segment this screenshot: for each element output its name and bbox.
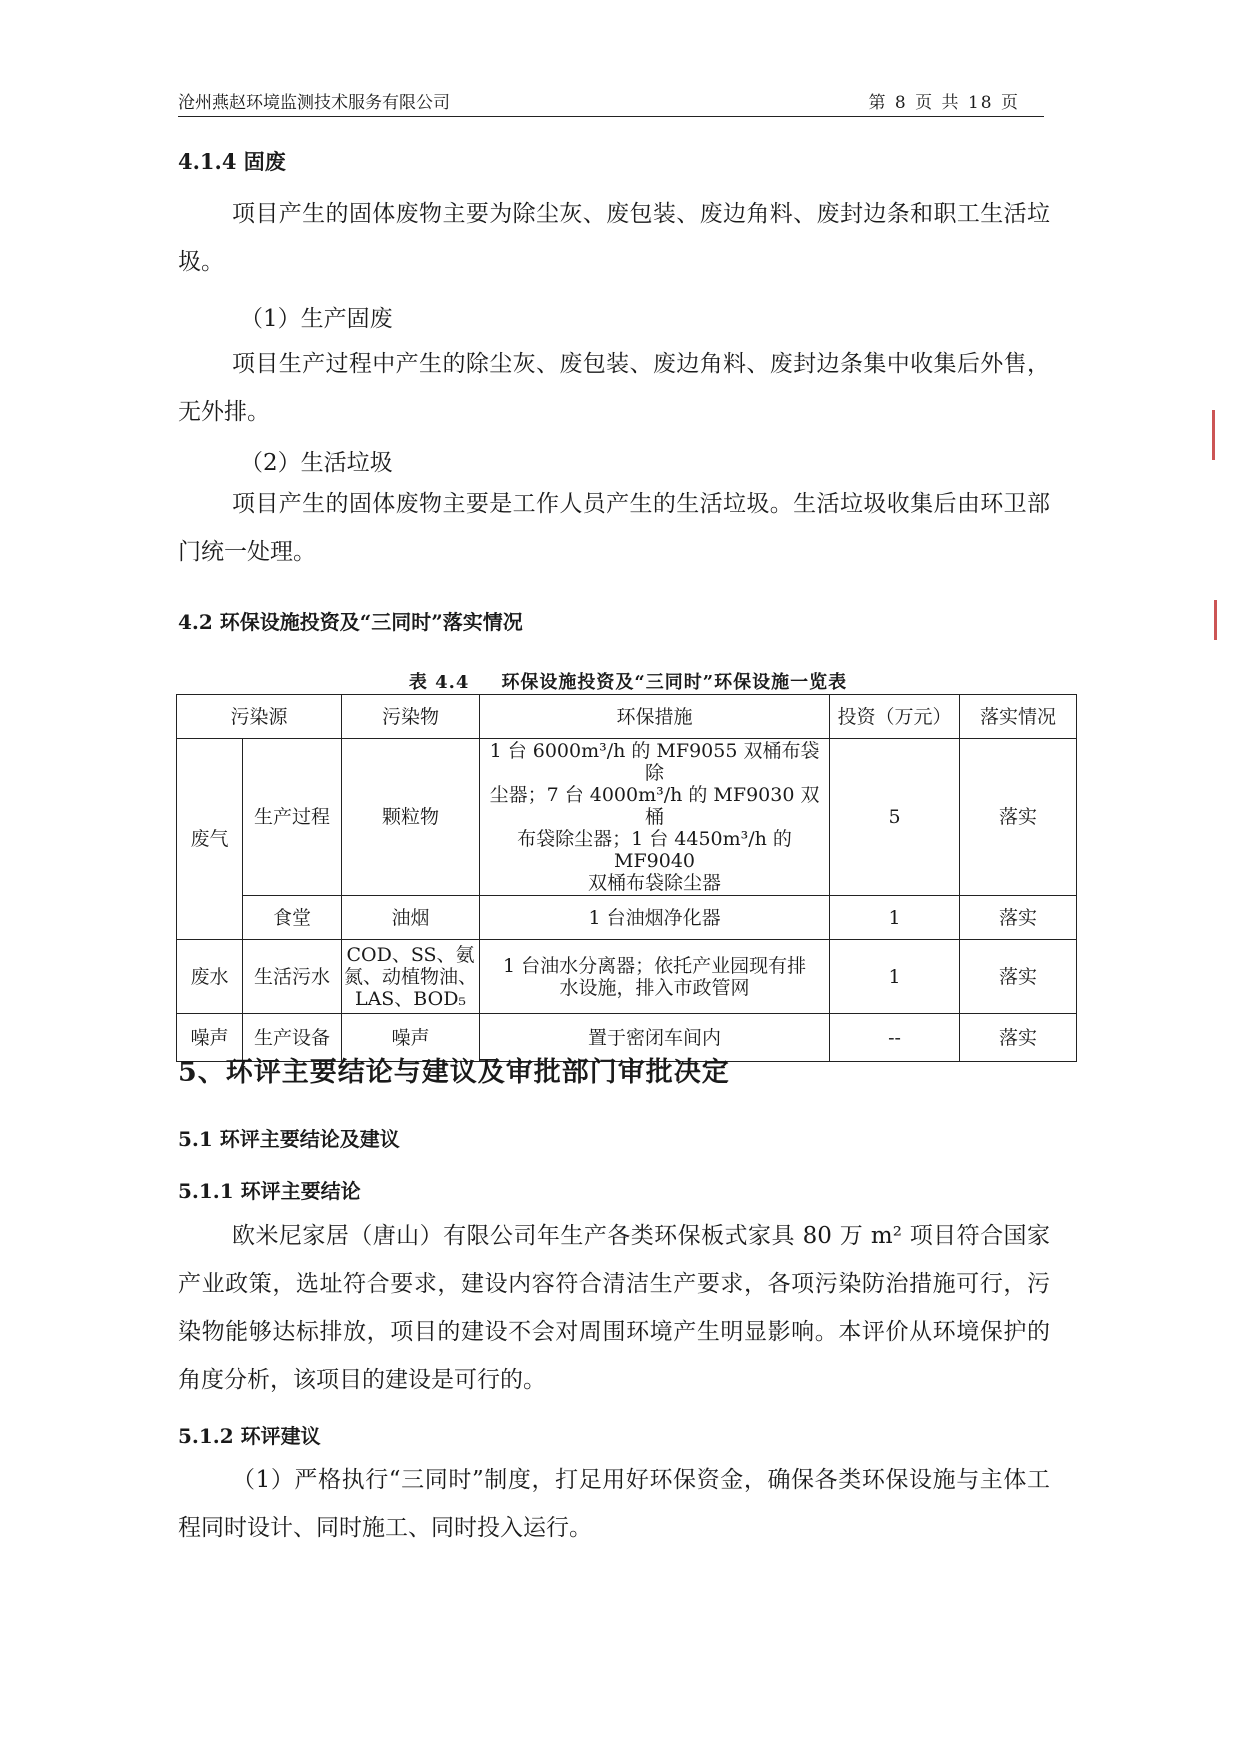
paragraph-solid-waste-intro: 项目产生的固体废物主要为除尘灰、废包装、废边角料、废封边条和职工生活垃圾。 (178, 201, 1050, 275)
paragraph-recommendation: （1）严格执行“三同时”制度，打足用好环保资金，确保各类环保设施与主体工程同时设计、同时施工、同时投入运行。 (178, 1467, 1050, 1541)
company-name: 沧州燕赵环境监测技术服务有限公司 (178, 93, 450, 113)
page-header (178, 86, 1044, 117)
measure-line: 双桶布袋除尘器 (588, 872, 722, 894)
heading-5-1-1: 5.1.1 环评主要结论 (178, 1179, 361, 1203)
paragraph-production-waste: 项目生产过程中产生的除尘灰、废包装、废边角料、废封边条集中收集后外售，无外排。 (178, 351, 1050, 425)
measure-cell: 1 台油烟净化器 (480, 896, 830, 940)
measure-cell (480, 940, 830, 1014)
investment-cell: -- (830, 1014, 960, 1062)
pollutant-cell: 噪声 (342, 1014, 480, 1062)
group-cell: 废气 (177, 739, 243, 940)
source-cell: 食堂 (243, 896, 342, 940)
scan-edge-mark (1212, 410, 1215, 460)
source-cell: 生产设备 (243, 1014, 342, 1062)
table-number: 表 4.4 (408, 672, 470, 693)
measure-line: 水设施，排入市政管网 (559, 976, 750, 999)
status-cell: 落实 (960, 1014, 1077, 1062)
pollutant-line: 氮、动植物油、 (344, 965, 478, 988)
pollutant-line: COD、SS、氨 (346, 943, 475, 966)
subitem-production-waste: （1）生产固废 (240, 306, 393, 332)
header-status: 落实情况 (960, 695, 1077, 739)
measure-line: 1 台 6000m³/h 的 MF9055 双桶布袋除 (489, 740, 820, 784)
source-cell: 生产过程 (243, 739, 342, 896)
header-source: 污染源 (177, 695, 342, 739)
table-title: 环保设施投资及“三同时”环保设施一览表 (501, 672, 848, 693)
source-cell: 生活污水 (243, 940, 342, 1014)
table-row (177, 896, 1077, 940)
pollutant-cell: 颗粒物 (342, 739, 480, 896)
pollutant-line: LAS、BOD₅ (354, 987, 467, 1010)
status-cell: 落实 (960, 940, 1077, 1014)
status-cell: 落实 (960, 739, 1077, 896)
paragraph-main-conclusion: 欧米尼家居（唐山）有限公司年生产各类环保板式家具 80 万 m² 项目符合国家产业政策，选址符合要求，建设内容符合清洁生产要求，各项污染防治措施可行，污染物能够达标排放，项目的建设不会对周围环境产生明显影响。本评价从环境保护的角度分析，该项目的建设是可行的。 (178, 1223, 1050, 1393)
pollutant-cell: 油烟 (342, 896, 480, 940)
header-pollutant: 污染物 (342, 695, 480, 739)
heading-5-1-2: 5.1.2 环评建议 (178, 1424, 321, 1448)
header-investment: 投资（万元） (830, 695, 960, 739)
subitem-domestic-waste: （2）生活垃圾 (240, 450, 393, 476)
paragraph-domestic-waste: 项目产生的固体废物主要是工作人员产生的生活垃圾。生活垃圾收集后由环卫部门统一处理。 (178, 491, 1050, 565)
heading-5: 5、环评主要结论与建议及审批部门审批决定 (178, 1057, 730, 1088)
scan-edge-mark (1214, 600, 1217, 640)
heading-4-2: 4.2 环保设施投资及“三同时”落实情况 (178, 610, 523, 634)
table-row (177, 940, 1077, 1014)
group-cell: 噪声 (177, 1014, 243, 1062)
group-cell: 废水 (177, 940, 243, 1014)
pollutant-cell (342, 940, 480, 1014)
measure-line: 1 台油水分离器；依托产业园现有排 (502, 954, 807, 977)
heading-4-1-4: 4.1.4 固废 (178, 149, 286, 174)
investment-cell: 1 (830, 896, 960, 940)
header-measure: 环保措施 (480, 695, 830, 739)
investment-cell: 5 (830, 739, 960, 896)
investment-cell: 1 (830, 940, 960, 1014)
measure-line: 布袋除尘器；1 台 4450m³/h 的 MF9040 (517, 828, 792, 872)
page-number: 第 8 页 共 18 页 (868, 93, 1020, 113)
investment-table (176, 694, 1077, 1062)
measure-line: 尘器；7 台 4000m³/h 的 MF9030 双桶 (489, 784, 820, 828)
measure-cell: 置于密闭车间内 (480, 1014, 830, 1062)
measure-cell (480, 739, 830, 896)
table-caption (178, 668, 1078, 694)
table-row (177, 739, 1077, 896)
status-cell: 落实 (960, 896, 1077, 940)
heading-5-1: 5.1 环评主要结论及建议 (178, 1127, 400, 1151)
table-header-row (177, 695, 1077, 739)
